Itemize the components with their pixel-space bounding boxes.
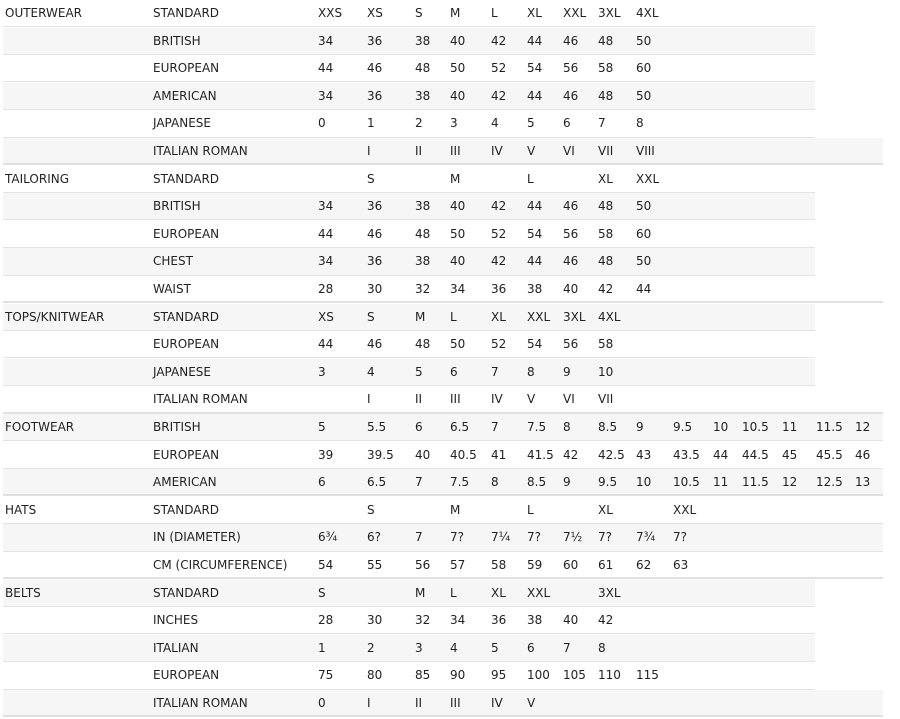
size-value: 7 bbox=[415, 530, 423, 545]
size-value: 59 bbox=[527, 558, 543, 572]
size-system-label: CHEST bbox=[153, 254, 193, 269]
size-value: 50 bbox=[636, 254, 652, 269]
size-value: 44 bbox=[527, 88, 543, 103]
size-system-label: EUROPEAN bbox=[153, 337, 220, 352]
size-value: 50 bbox=[636, 33, 652, 48]
size-value: 42 bbox=[563, 447, 579, 462]
size-value: 40 bbox=[415, 447, 431, 462]
size-value: 7.5 bbox=[450, 475, 470, 490]
size-value: 36 bbox=[367, 88, 383, 103]
size-value: 58 bbox=[598, 337, 614, 352]
size-value: I bbox=[367, 392, 371, 407]
size-value: VII bbox=[598, 392, 614, 407]
size-value: 46 bbox=[563, 33, 579, 48]
size-value: 48 bbox=[598, 254, 614, 269]
size-value: L bbox=[450, 585, 457, 600]
size-value: 57 bbox=[450, 558, 466, 572]
size-value: L bbox=[527, 171, 534, 186]
size-system-label: EUROPEAN bbox=[153, 61, 220, 76]
size-value: 44 bbox=[636, 282, 652, 296]
table-row bbox=[3, 552, 883, 579]
size-system-label: STANDARD bbox=[153, 6, 220, 20]
size-value: 10.5 bbox=[673, 475, 700, 490]
table-row bbox=[3, 414, 883, 441]
size-value: 46 bbox=[855, 447, 871, 462]
size-value: 34 bbox=[318, 199, 334, 214]
size-value: II bbox=[415, 392, 423, 407]
size-system-label: BRITISH bbox=[153, 199, 201, 214]
size-system-label: ITALIAN ROMAN bbox=[153, 392, 248, 407]
size-value: IV bbox=[491, 696, 503, 710]
size-value: III bbox=[450, 144, 461, 158]
table-row bbox=[3, 331, 815, 358]
category-label: FOOTWEAR bbox=[5, 420, 75, 434]
category-label: TAILORING bbox=[5, 171, 70, 186]
size-value: 75 bbox=[318, 668, 334, 683]
size-system-label: AMERICAN bbox=[153, 88, 217, 103]
size-value: 45 bbox=[782, 447, 798, 462]
size-value: 54 bbox=[318, 558, 334, 572]
size-value: 9 bbox=[563, 475, 571, 490]
size-value: I bbox=[367, 696, 371, 710]
size-value: 115 bbox=[636, 668, 659, 683]
size-value: 12.5 bbox=[816, 475, 843, 490]
size-value: 100 bbox=[527, 668, 550, 683]
size-value: 12 bbox=[855, 420, 871, 434]
table-row bbox=[3, 607, 815, 634]
size-value: 36 bbox=[367, 33, 383, 48]
size-value: 95 bbox=[491, 668, 507, 683]
size-value: 36 bbox=[367, 254, 383, 269]
size-value: 7? bbox=[450, 530, 465, 545]
table-row bbox=[3, 580, 815, 607]
size-value: 8.5 bbox=[598, 420, 618, 434]
size-value: 50 bbox=[636, 199, 652, 214]
size-value: II bbox=[415, 696, 423, 710]
size-value: 56 bbox=[563, 226, 579, 241]
size-value: III bbox=[450, 392, 461, 407]
size-value: 46 bbox=[367, 61, 383, 76]
size-value: S bbox=[367, 502, 375, 517]
size-value: 1 bbox=[367, 116, 375, 131]
size-value: 6? bbox=[367, 530, 382, 545]
size-value: 9.5 bbox=[598, 475, 618, 490]
size-value: 38 bbox=[527, 613, 543, 628]
size-value: 7 bbox=[491, 364, 499, 379]
size-value: XXL bbox=[673, 502, 697, 517]
size-value: S bbox=[367, 171, 375, 186]
size-value: XL bbox=[598, 502, 613, 517]
size-value: 7 bbox=[415, 475, 423, 490]
size-value: 8 bbox=[491, 475, 499, 490]
size-value: 48 bbox=[415, 337, 431, 352]
size-system-label: EUROPEAN bbox=[153, 668, 220, 683]
size-value: 3 bbox=[415, 640, 423, 655]
size-value: V bbox=[527, 144, 536, 158]
table-row bbox=[3, 662, 815, 689]
size-value: XL bbox=[491, 585, 506, 600]
size-value: 8 bbox=[563, 420, 571, 434]
size-value: 42 bbox=[491, 33, 507, 48]
size-value: 54 bbox=[527, 337, 543, 352]
size-value: 43 bbox=[636, 447, 652, 462]
size-value: 3XL bbox=[598, 6, 621, 20]
size-value: 30 bbox=[367, 613, 383, 628]
size-value: 6 bbox=[527, 640, 535, 655]
size-value: 28 bbox=[318, 282, 334, 296]
size-value: 34 bbox=[318, 88, 334, 103]
size-value: 44 bbox=[527, 254, 543, 269]
size-value: 38 bbox=[415, 199, 431, 214]
size-system-label: ITALIAN bbox=[153, 640, 199, 655]
table-row bbox=[3, 166, 815, 193]
size-value: 6 bbox=[318, 475, 326, 490]
size-value: 42 bbox=[491, 199, 507, 214]
size-value: 48 bbox=[598, 33, 614, 48]
size-value: IV bbox=[491, 144, 503, 158]
size-value: 52 bbox=[491, 226, 507, 241]
size-value: 36 bbox=[367, 199, 383, 214]
size-value: 38 bbox=[415, 88, 431, 103]
size-value: VI bbox=[563, 144, 575, 158]
size-value: 42 bbox=[491, 254, 507, 269]
table-row bbox=[3, 359, 815, 386]
size-value: 46 bbox=[563, 88, 579, 103]
size-value: 7 bbox=[598, 116, 606, 131]
size-value: 5 bbox=[415, 364, 423, 379]
size-value: 56 bbox=[563, 337, 579, 352]
size-value: 40.5 bbox=[450, 447, 477, 462]
size-value: 85 bbox=[415, 668, 431, 683]
size-value: 40 bbox=[450, 33, 466, 48]
size-value: 1 bbox=[318, 640, 326, 655]
size-value: II bbox=[415, 144, 423, 158]
size-value: XS bbox=[367, 6, 383, 20]
size-system-label: STANDARD bbox=[153, 502, 220, 517]
size-value: 52 bbox=[491, 337, 507, 352]
size-value: XXS bbox=[318, 6, 343, 20]
size-value: 6¾ bbox=[318, 530, 338, 545]
size-value: 7? bbox=[598, 530, 613, 545]
size-value: 6.5 bbox=[367, 475, 387, 490]
category-label: TOPS/KNITWEAR bbox=[5, 309, 105, 324]
size-value: III bbox=[450, 696, 461, 710]
table-row bbox=[3, 524, 883, 551]
size-value: VI bbox=[563, 392, 575, 407]
size-value: 4 bbox=[491, 116, 499, 131]
table-row bbox=[3, 193, 815, 220]
size-value: 46 bbox=[367, 337, 383, 352]
size-value: 56 bbox=[415, 558, 431, 572]
size-value: M bbox=[450, 6, 461, 20]
size-value: 42 bbox=[598, 613, 614, 628]
table-row bbox=[3, 386, 883, 413]
size-system-label: CM (CIRCUMFERENCE) bbox=[153, 558, 288, 572]
size-value: XXL bbox=[636, 171, 660, 186]
size-value: 3 bbox=[318, 364, 326, 379]
size-value: 0 bbox=[318, 116, 326, 131]
size-value: 44 bbox=[527, 199, 543, 214]
size-value: 10.5 bbox=[742, 420, 769, 434]
size-value: 34 bbox=[450, 613, 466, 628]
size-value: 0 bbox=[318, 696, 326, 710]
size-value: 44 bbox=[318, 61, 334, 76]
size-system-label: ITALIAN ROMAN bbox=[153, 696, 248, 710]
size-value: M bbox=[450, 171, 461, 186]
size-value: 54 bbox=[527, 226, 543, 241]
size-value: XXL bbox=[527, 309, 551, 324]
size-value: 13 bbox=[855, 475, 871, 490]
size-value: 3 bbox=[450, 116, 458, 131]
size-value: 11.5 bbox=[816, 420, 843, 434]
size-value: 42.5 bbox=[598, 447, 625, 462]
table-row bbox=[3, 304, 815, 331]
size-value: 30 bbox=[367, 282, 383, 296]
size-value: XS bbox=[318, 309, 334, 324]
size-value: 42 bbox=[491, 88, 507, 103]
size-value: 54 bbox=[527, 61, 543, 76]
size-value: 44 bbox=[318, 226, 334, 241]
size-value: 2 bbox=[415, 116, 423, 131]
size-value: 40 bbox=[450, 88, 466, 103]
row-divider bbox=[3, 715, 883, 717]
size-system-label: STANDARD bbox=[153, 585, 220, 600]
category-label: BELTS bbox=[5, 585, 41, 600]
size-value: V bbox=[527, 696, 536, 710]
table-row bbox=[3, 276, 883, 303]
size-value: XL bbox=[491, 309, 506, 324]
size-value: 38 bbox=[527, 282, 543, 296]
size-value: 12 bbox=[782, 475, 798, 490]
size-value: 48 bbox=[598, 199, 614, 214]
category-label: HATS bbox=[5, 502, 37, 517]
size-value: 4 bbox=[450, 640, 458, 655]
size-value: 80 bbox=[367, 668, 383, 683]
size-value: 32 bbox=[415, 613, 431, 628]
size-value: 5 bbox=[491, 640, 499, 655]
size-value: 46 bbox=[563, 254, 579, 269]
size-system-label: IN (DIAMETER) bbox=[153, 530, 241, 545]
size-value: 8 bbox=[527, 364, 535, 379]
size-value: 55 bbox=[367, 558, 383, 572]
size-value: 41 bbox=[491, 447, 507, 462]
size-system-label: BRITISH bbox=[153, 33, 201, 48]
size-value: 60 bbox=[563, 558, 579, 572]
size-value: XL bbox=[598, 171, 613, 186]
size-system-label: BRITISH bbox=[153, 420, 201, 434]
table-row bbox=[3, 55, 815, 82]
size-value: S bbox=[367, 309, 375, 324]
size-system-label: WAIST bbox=[153, 282, 191, 296]
size-value: 46 bbox=[367, 226, 383, 241]
size-system-label: AMERICAN bbox=[153, 475, 217, 490]
size-value: 5.5 bbox=[367, 420, 387, 434]
table-row bbox=[3, 138, 883, 165]
table-row bbox=[3, 110, 815, 137]
size-value: 44 bbox=[713, 447, 729, 462]
size-value: V bbox=[527, 392, 536, 407]
size-value: 4XL bbox=[636, 6, 659, 20]
size-value: 7¼ bbox=[491, 530, 511, 545]
size-value: 61 bbox=[598, 558, 614, 572]
size-value: 90 bbox=[450, 668, 466, 683]
size-value: 34 bbox=[450, 282, 466, 296]
table-row bbox=[3, 248, 815, 275]
size-system-label: STANDARD bbox=[153, 309, 220, 324]
size-value: XL bbox=[527, 6, 542, 20]
size-value: 40 bbox=[563, 613, 579, 628]
size-system-label: INCHES bbox=[153, 613, 199, 628]
size-value: 45.5 bbox=[816, 447, 843, 462]
size-value: 42 bbox=[598, 282, 614, 296]
size-value: 7 bbox=[491, 420, 499, 434]
size-value: 4XL bbox=[598, 309, 621, 324]
size-value: 50 bbox=[636, 88, 652, 103]
size-value: 39.5 bbox=[367, 447, 394, 462]
table-row bbox=[3, 690, 883, 717]
size-value: 48 bbox=[415, 61, 431, 76]
size-value: 7¾ bbox=[636, 530, 656, 545]
size-value: 62 bbox=[636, 558, 652, 572]
size-value: 50 bbox=[450, 61, 466, 76]
size-value: 38 bbox=[415, 254, 431, 269]
size-system-label: JAPANESE bbox=[153, 116, 211, 131]
size-value: XXL bbox=[527, 585, 551, 600]
size-value: L bbox=[527, 502, 534, 517]
size-value: 8 bbox=[598, 640, 606, 655]
size-value: L bbox=[450, 309, 457, 324]
table-row bbox=[3, 497, 883, 524]
size-value: 36 bbox=[491, 613, 507, 628]
size-value: 7.5 bbox=[527, 420, 547, 434]
size-value: 5 bbox=[527, 116, 535, 131]
size-value: 3XL bbox=[563, 309, 586, 324]
size-value: 7½ bbox=[563, 530, 583, 545]
size-value: 9.5 bbox=[673, 420, 693, 434]
size-value: 44 bbox=[527, 33, 543, 48]
size-value: 56 bbox=[563, 61, 579, 76]
size-value: 40 bbox=[450, 199, 466, 214]
size-value: 105 bbox=[563, 668, 586, 683]
size-system-label: JAPANESE bbox=[153, 364, 211, 379]
size-value: 7? bbox=[673, 530, 688, 545]
size-value: 6 bbox=[450, 364, 458, 379]
size-value: 39 bbox=[318, 447, 334, 462]
table-row bbox=[3, 83, 815, 110]
size-value: IV bbox=[491, 392, 503, 407]
size-value: 50 bbox=[450, 337, 466, 352]
size-value: 34 bbox=[318, 254, 334, 269]
size-value: 58 bbox=[598, 61, 614, 76]
size-value: 38 bbox=[415, 33, 431, 48]
size-value: L bbox=[491, 6, 498, 20]
size-value: 58 bbox=[491, 558, 507, 572]
size-value: 36 bbox=[491, 282, 507, 296]
size-value: 11 bbox=[782, 420, 798, 434]
table-row bbox=[3, 442, 883, 469]
size-value: VII bbox=[598, 144, 614, 158]
size-value: 2 bbox=[367, 640, 375, 655]
size-value: 58 bbox=[598, 226, 614, 241]
size-value: S bbox=[318, 585, 326, 600]
size-value: M bbox=[450, 502, 461, 517]
table-row bbox=[3, 221, 815, 248]
size-value: 32 bbox=[415, 282, 431, 296]
size-value: 10 bbox=[713, 420, 729, 434]
size-value: I bbox=[367, 144, 371, 158]
size-value: VIII bbox=[636, 144, 655, 158]
size-value: 50 bbox=[450, 226, 466, 241]
size-value: 60 bbox=[636, 226, 652, 241]
table-row bbox=[3, 635, 815, 662]
size-value: 110 bbox=[598, 668, 621, 683]
size-system-label: ITALIAN ROMAN bbox=[153, 144, 248, 158]
size-system-label: EUROPEAN bbox=[153, 226, 220, 241]
size-value: 7 bbox=[563, 640, 571, 655]
size-value: 46 bbox=[563, 199, 579, 214]
size-value: M bbox=[415, 585, 426, 600]
size-value: 40 bbox=[450, 254, 466, 269]
size-value: 5 bbox=[318, 420, 326, 434]
size-value: 7? bbox=[527, 530, 542, 545]
size-value: 48 bbox=[415, 226, 431, 241]
size-value: 9 bbox=[563, 364, 571, 379]
size-value: 41.5 bbox=[527, 447, 554, 462]
size-value: 6 bbox=[563, 116, 571, 131]
size-value: 10 bbox=[598, 364, 614, 379]
size-value: 6 bbox=[415, 420, 423, 434]
size-value: 8 bbox=[636, 116, 644, 131]
size-value: 63 bbox=[673, 558, 689, 572]
size-value: S bbox=[415, 6, 423, 20]
size-system-label: STANDARD bbox=[153, 171, 220, 186]
size-value: 10 bbox=[636, 475, 652, 490]
size-value: 34 bbox=[318, 33, 334, 48]
size-value: 48 bbox=[598, 88, 614, 103]
size-value: 4 bbox=[367, 364, 375, 379]
table-row bbox=[3, 0, 815, 27]
size-value: 11 bbox=[713, 475, 729, 490]
size-value: M bbox=[415, 309, 426, 324]
size-value: 6.5 bbox=[450, 420, 470, 434]
category-label: OUTERWEAR bbox=[5, 6, 82, 20]
table-row bbox=[3, 469, 883, 496]
size-value: 3XL bbox=[598, 585, 621, 600]
size-value: 44.5 bbox=[742, 447, 769, 462]
size-value: XXL bbox=[563, 6, 587, 20]
size-value: 28 bbox=[318, 613, 334, 628]
table-row bbox=[3, 28, 815, 55]
size-value: 40 bbox=[563, 282, 579, 296]
size-value: 11.5 bbox=[742, 475, 769, 490]
size-system-label: EUROPEAN bbox=[153, 447, 220, 462]
size-value: 9 bbox=[636, 420, 644, 434]
size-value: 43.5 bbox=[673, 447, 700, 462]
size-value: 44 bbox=[318, 337, 334, 352]
size-value: 60 bbox=[636, 61, 652, 76]
size-value: 8.5 bbox=[527, 475, 547, 490]
size-value: 52 bbox=[491, 61, 507, 76]
